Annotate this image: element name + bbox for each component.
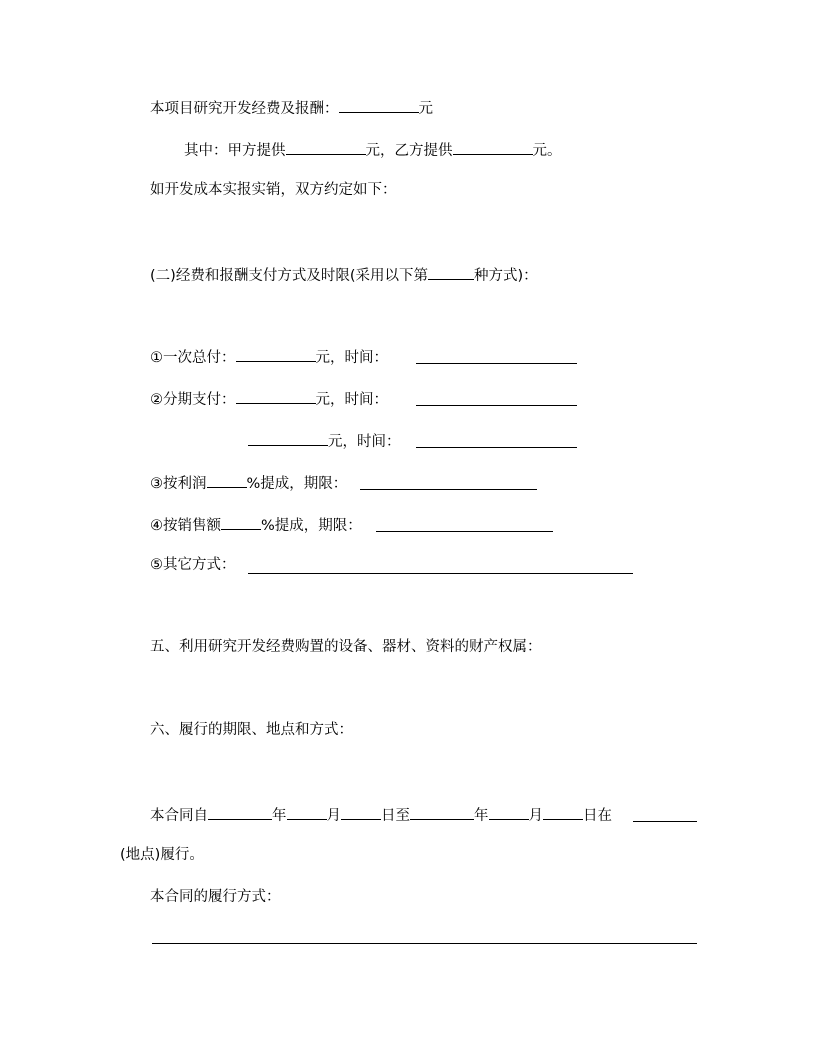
end-day-blank[interactable]	[543, 804, 583, 820]
option-5-method-blank[interactable]	[248, 573, 633, 574]
payment-heading	[150, 264, 538, 282]
funding-line	[150, 97, 433, 115]
option-1-unit-time: 元，时间：	[315, 350, 388, 366]
funding-amount-blank[interactable]	[339, 97, 419, 113]
option-4-period-blank[interactable]	[376, 531, 553, 532]
option-2-label: ②分期支付：	[150, 392, 236, 408]
period-month-2: 月	[528, 808, 543, 824]
method-blank[interactable]	[152, 943, 697, 944]
provision-unit-a: 元，乙方提供	[365, 143, 453, 159]
option-3-percent-blank[interactable]	[207, 472, 247, 488]
place-line: (地点)履行。	[120, 847, 204, 863]
option-1-label: ①一次总付：	[150, 350, 236, 366]
funding-unit: 元	[418, 101, 433, 117]
funding-label: 本项目研究开发经费及报酬：	[150, 101, 339, 117]
end-year-blank[interactable]	[410, 804, 474, 820]
option-5-label: ⑤其它方式：	[150, 557, 236, 573]
option-2b-line	[248, 430, 401, 448]
option-1-amount-blank[interactable]	[236, 346, 316, 362]
option-4-label: ④按销售额	[150, 518, 221, 534]
period-prefix: 本合同自	[150, 808, 208, 824]
period-month-1: 月	[326, 808, 341, 824]
option-1-line	[150, 346, 388, 364]
option-2b-time-blank[interactable]	[416, 447, 577, 448]
option-3-line	[150, 472, 347, 490]
provision-line	[184, 139, 562, 157]
option-3-label: ③按利润	[150, 476, 207, 492]
period-year-2: 年	[474, 808, 489, 824]
section-5-heading: 五、利用研究开发经费购置的设备、器材、资料的财产权属：	[150, 639, 542, 655]
option-2-amount-blank[interactable]	[236, 388, 316, 404]
option-2-time-blank[interactable]	[416, 405, 577, 406]
end-month-blank[interactable]	[489, 804, 529, 820]
place-blank[interactable]	[633, 821, 697, 822]
party-b-amount-blank[interactable]	[453, 139, 533, 155]
option-2-line	[150, 388, 388, 406]
start-month-blank[interactable]	[287, 804, 327, 820]
method-line: 本合同的履行方式：	[150, 889, 281, 905]
option-4-percent-blank[interactable]	[221, 514, 261, 530]
provision-unit-b: 元。	[532, 143, 562, 159]
option-2b-amount-blank[interactable]	[248, 430, 328, 446]
payment-option-blank[interactable]	[428, 264, 474, 280]
option-1-time-blank[interactable]	[416, 363, 577, 364]
option-2-unit-time: 元，时间：	[315, 392, 388, 408]
option-3-period-blank[interactable]	[360, 489, 537, 490]
section-6-heading: 六、履行的期限、地点和方式：	[150, 722, 353, 738]
option-4-line	[150, 514, 362, 532]
option-5-line	[150, 556, 236, 574]
payment-heading-prefix: (二)经费和报酬支付方式及时限(采用以下第	[150, 268, 428, 284]
payment-heading-suffix: 种方式)：	[473, 268, 538, 284]
party-a-amount-blank[interactable]	[286, 139, 366, 155]
start-day-blank[interactable]	[341, 804, 381, 820]
option-3-suffix: %提成，期限：	[246, 476, 348, 492]
period-day-2: 日在	[583, 808, 612, 824]
start-year-blank[interactable]	[208, 804, 272, 820]
reimburse-line: 如开发成本实报实销，双方约定如下：	[150, 182, 397, 198]
period-line	[150, 804, 612, 822]
period-year-1: 年	[272, 808, 287, 824]
period-day-1: 日至	[381, 808, 410, 824]
option-2b-unit-time: 元，时间：	[328, 434, 401, 450]
option-4-suffix: %提成，期限：	[261, 518, 362, 534]
provision-prefix: 其中：甲方提供	[184, 143, 286, 159]
